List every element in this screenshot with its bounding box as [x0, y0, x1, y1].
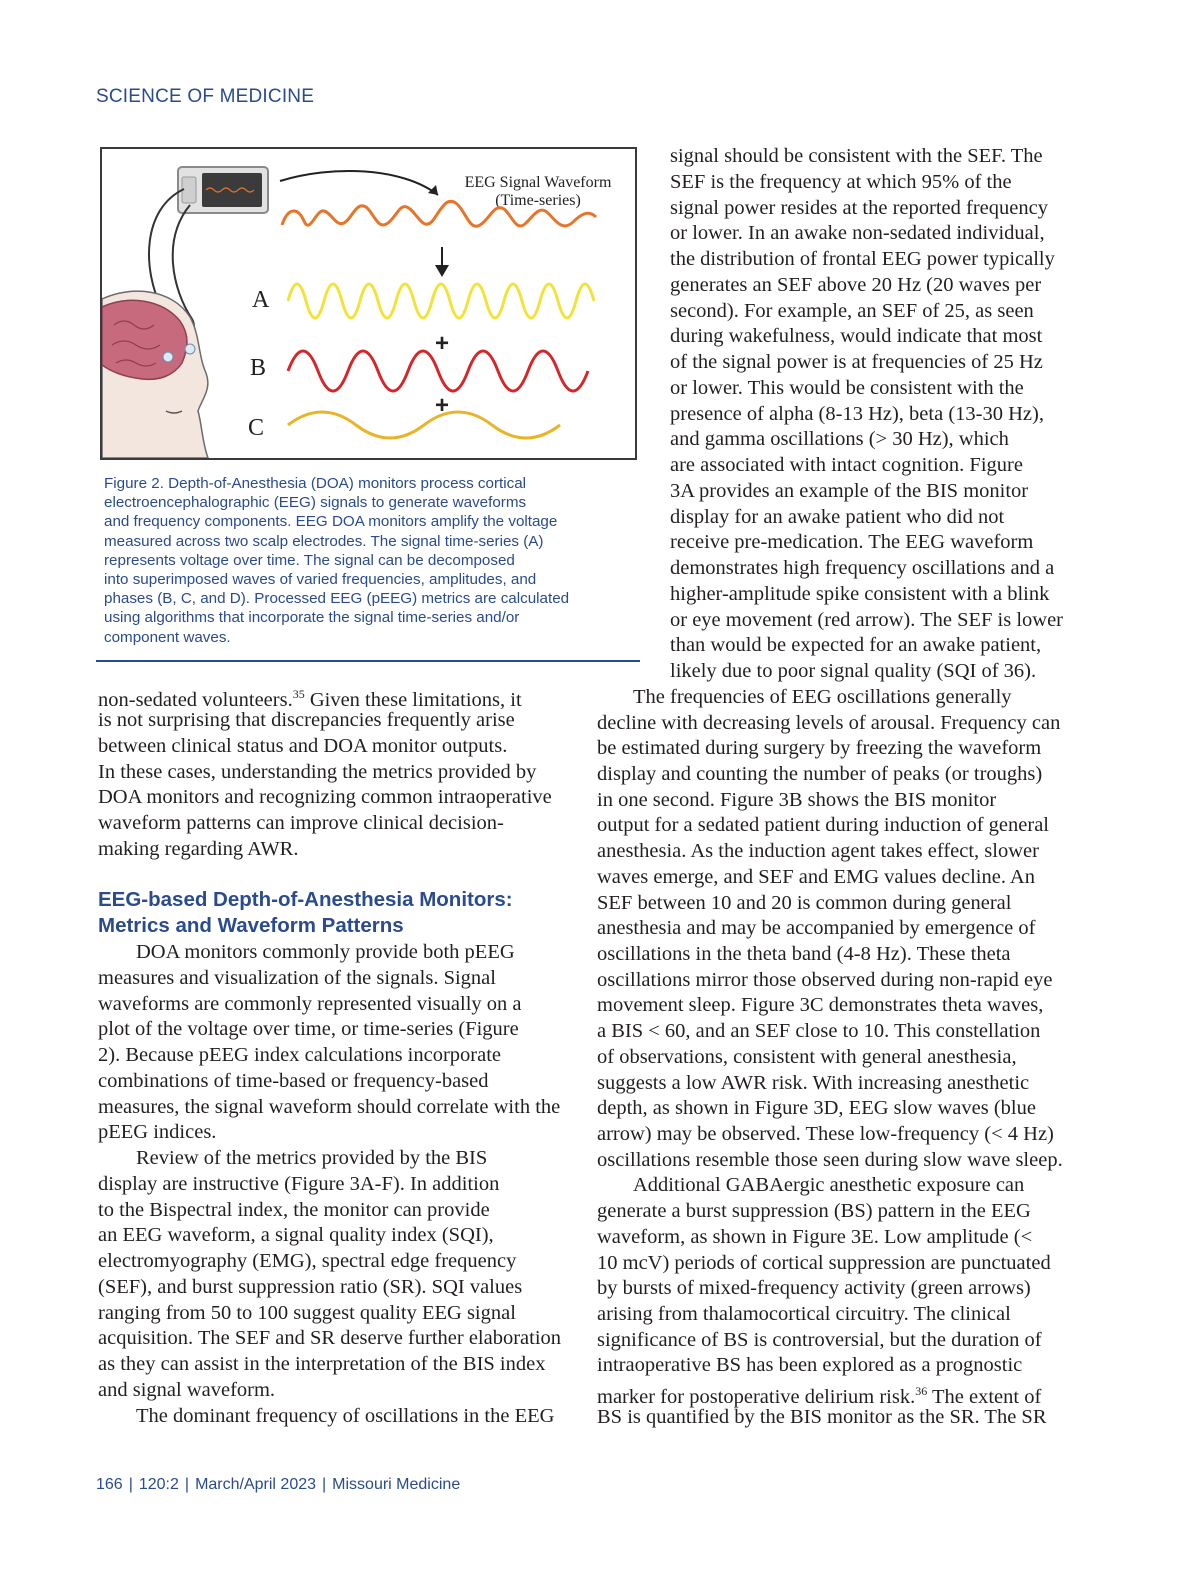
body-line: arising from thalamocortical circuitry. The clinical: [597, 1303, 1011, 1325]
citation-superscript: 35: [292, 687, 305, 701]
body-line: arrow) may be observed. These low-frequency (< 4 Hz): [597, 1123, 1054, 1145]
body-line: making regarding AWR.: [98, 838, 299, 860]
body-line: or lower. This would be consistent with the: [670, 377, 1024, 399]
section-heading: Metrics and Waveform Patterns: [98, 914, 404, 937]
body-line: and signal waveform.: [98, 1379, 276, 1401]
body-line: be estimated during surgery by freezing the waveform: [597, 737, 1042, 759]
wave-c: [288, 412, 560, 438]
body-line: (SEF), and burst suppression ratio (SR). SQI values: [98, 1276, 523, 1298]
body-line: a BIS < 60, and an SEF close to 10. This constellation: [597, 1020, 1041, 1042]
body-line: display and counting the number of peaks (or troughs): [597, 763, 1043, 785]
body-line: combinations of time-based or frequency-based: [98, 1070, 489, 1092]
body-line: DOA monitors and recognizing common intraoperative: [98, 786, 552, 808]
body-line: plot of the voltage over time, or time-series (Figure: [98, 1018, 519, 1040]
plus-sign-1: +: [434, 330, 450, 357]
body-line: electromyography (EMG), spectral edge frequency: [98, 1250, 517, 1272]
caption-line: Figure 2. Depth-of-Anesthesia (DOA) monitors process cortical: [104, 475, 527, 492]
waveform-title-1: EEG Signal Waveform: [464, 174, 612, 191]
caption-line: into superimposed waves of varied frequencies, amplitudes, and: [104, 571, 537, 589]
body-line: or lower. In an awake non-sedated individual,: [670, 222, 1045, 244]
footer-separator: |: [322, 1476, 327, 1493]
body-line: movement sleep. Figure 3C demonstrates theta waves,: [597, 994, 1044, 1016]
body-line: Review of the metrics provided by the BIS: [136, 1147, 488, 1169]
waveform-title-2: (Time-series): [495, 192, 581, 209]
body-line: likely due to poor signal quality (SQI of 36).: [670, 660, 1037, 682]
body-line: decline with decreasing levels of arousal. Frequency can: [597, 712, 1061, 734]
body-line: DOA monitors commonly provide both pEEG: [136, 941, 515, 963]
body-line: Additional GABAergic anesthetic exposure can: [633, 1174, 1025, 1196]
body-line: 10 mcV) periods of cortical suppression are punctuated: [597, 1252, 1051, 1274]
body-line: waves emerge, and SEF and EMG values decline. An: [597, 866, 1035, 888]
body-line: of the signal power is at frequencies of 25 Hz: [670, 351, 1043, 373]
body-line: output for a sedated patient during induction of general: [597, 814, 1050, 836]
caption-line: represents voltage over time. The signal can be decomposed: [104, 551, 515, 569]
wave-b: [288, 351, 588, 391]
section-heading: EEG-based Depth-of-Anesthesia Monitors:: [98, 888, 513, 911]
head-brain-icon: [102, 291, 208, 458]
body-line: than would be expected for an awake patient,: [670, 634, 1042, 656]
body-line: oscillations in the theta band (4-8 Hz). These theta: [597, 943, 1011, 965]
label-a: A: [252, 287, 270, 313]
body-line: BS is quantified by the BIS monitor as the SR. The SR: [597, 1406, 1047, 1428]
figure-2-illustration: [100, 147, 637, 460]
body-line: waveforms are commonly represented visually on a: [98, 993, 522, 1015]
body-line: waveform patterns can improve clinical decision-: [98, 812, 504, 834]
body-line: the distribution of frontal EEG power typically: [670, 248, 1055, 270]
body-line: marker for postoperative delirium risk.$^{36}$ The extent of: [597, 1384, 1042, 1408]
body-line: generate a burst suppression (BS) pattern in the EEG: [597, 1200, 1031, 1222]
body-line: signal should be consistent with the SEF. The: [670, 145, 1043, 167]
body-line: waveform, as shown in Figure 3E. Low amplitude (<: [597, 1226, 1033, 1248]
body-line: measures and visualization of the signals. Signal: [98, 967, 496, 989]
section-header: SCIENCE OF MEDICINE: [96, 86, 315, 107]
body-line: second). For example, an SEF of 25, as seen: [670, 300, 1034, 322]
body-line: of observations, consistent with general anesthesia,: [597, 1046, 1017, 1068]
body-line: generates an SEF above 20 Hz (20 waves per: [670, 274, 1042, 296]
body-line: oscillations mirror those observed during non-rapid eye: [597, 969, 1053, 991]
body-line: during wakefulness, would indicate that most: [670, 325, 1043, 347]
issue-number: 120:2: [138, 1476, 179, 1493]
body-line: 3A provides an example of the BIS monitor: [670, 480, 1029, 502]
caption-line: phases (B, C, and D). Processed EEG (pEEG) metrics are calculated: [104, 590, 570, 608]
footer-separator: |: [184, 1476, 190, 1493]
body-line: The frequencies of EEG oscillations generally: [633, 686, 1012, 708]
caption-line: and frequency components. EEG DOA monitors amplify the voltage: [104, 513, 558, 531]
body-line: depth, as shown in Figure 3D, EEG slow waves (blue: [597, 1097, 1036, 1119]
body-line: receive pre-medication. The EEG waveform: [670, 531, 1034, 553]
plus-sign-2: +: [434, 392, 450, 419]
body-line: suggests a low AWR risk. With increasing anesthetic: [597, 1072, 1030, 1094]
body-line: In these cases, understanding the metrics provided by: [98, 761, 537, 783]
figure-caption: [104, 474, 640, 647]
body-line: is not surprising that discrepancies frequently arise: [98, 709, 515, 731]
eeg-monitor-icon: [178, 167, 268, 213]
label-c: C: [248, 415, 265, 441]
body-line: by bursts of mixed-frequency activity (green arrows): [597, 1277, 1031, 1299]
body-line: presence of alpha (8-13 Hz), beta (13-30 Hz),: [670, 403, 1044, 425]
journal-name: Missouri Medicine: [332, 1476, 461, 1493]
body-line: 2). Because pEEG index calculations incorporate: [98, 1044, 502, 1066]
body-line: in one second. Figure 3B shows the BIS monitor: [597, 789, 997, 811]
caption-line: component waves.: [104, 628, 231, 646]
citation-superscript: 36: [915, 1384, 928, 1398]
body-line: measures, the signal waveform should correlate with the: [98, 1096, 561, 1118]
label-b: B: [250, 355, 267, 381]
body-line: non-sedated volunteers.$^{35}$ Given these limitations, it: [98, 687, 522, 711]
body-line: and gamma oscillations (> 30 Hz), which: [670, 428, 1009, 450]
body-line: anesthesia and may be accompanied by emergence of: [597, 917, 1036, 939]
body-line: display are instructive (Figure 3A-F). In addition: [98, 1173, 500, 1195]
body-line: signal power resides at the reported frequency: [670, 197, 1048, 219]
caption-divider: [96, 660, 640, 662]
body-line: or eye movement (red arrow). The SEF is lower: [670, 609, 1063, 631]
body-line: acquisition. The SEF and SR deserve further elaboration: [98, 1327, 562, 1349]
body-line: oscillations resemble those seen during slow wave sleep.: [597, 1149, 1063, 1171]
footer-separator: |: [128, 1476, 133, 1493]
wave-a: [288, 284, 594, 318]
body-line: are associated with intact cognition. Figure: [670, 454, 1023, 476]
body-line: demonstrates high frequency oscillations and a: [670, 557, 1055, 579]
issue-date: March/April 2023: [195, 1476, 317, 1493]
body-line: higher-amplitude spike consistent with a blink: [670, 583, 1050, 605]
body-line: The dominant frequency of oscillations in the EEG: [136, 1405, 555, 1427]
body-line: between clinical status and DOA monitor outputs.: [98, 735, 508, 757]
page-footer: [96, 1476, 460, 1494]
caption-line: measured across two scalp electrodes. The signal time-series (A): [104, 532, 544, 550]
page-number: 166: [96, 1476, 123, 1493]
body-line: anesthesia. As the induction agent takes effect, slower: [597, 840, 1039, 862]
body-line: an EEG waveform, a signal quality index (SQI),: [98, 1224, 494, 1246]
body-line: significance of BS is controversial, but the duration of: [597, 1329, 1042, 1351]
body-line: SEF between 10 and 20 is common during general: [597, 892, 1012, 914]
body-line: as they can assist in the interpretation of the BIS index: [98, 1353, 546, 1375]
body-line: ranging from 50 to 100 suggest quality EEG signal: [98, 1302, 516, 1324]
body-line: pEEG indices.: [98, 1121, 217, 1143]
body-line: display for an awake patient who did not: [670, 506, 1005, 528]
body-line: to the Bispectral index, the monitor can provide: [98, 1199, 490, 1221]
caption-line: using algorithms that incorporate the signal time-series and/or: [104, 609, 520, 627]
body-line: intraoperative BS has been explored as a prognostic: [597, 1354, 1023, 1376]
body-line: SEF is the frequency at which 95% of the: [670, 171, 1012, 193]
caption-line: electroencephalographic (EEG) signals to generate waveforms: [104, 494, 527, 512]
